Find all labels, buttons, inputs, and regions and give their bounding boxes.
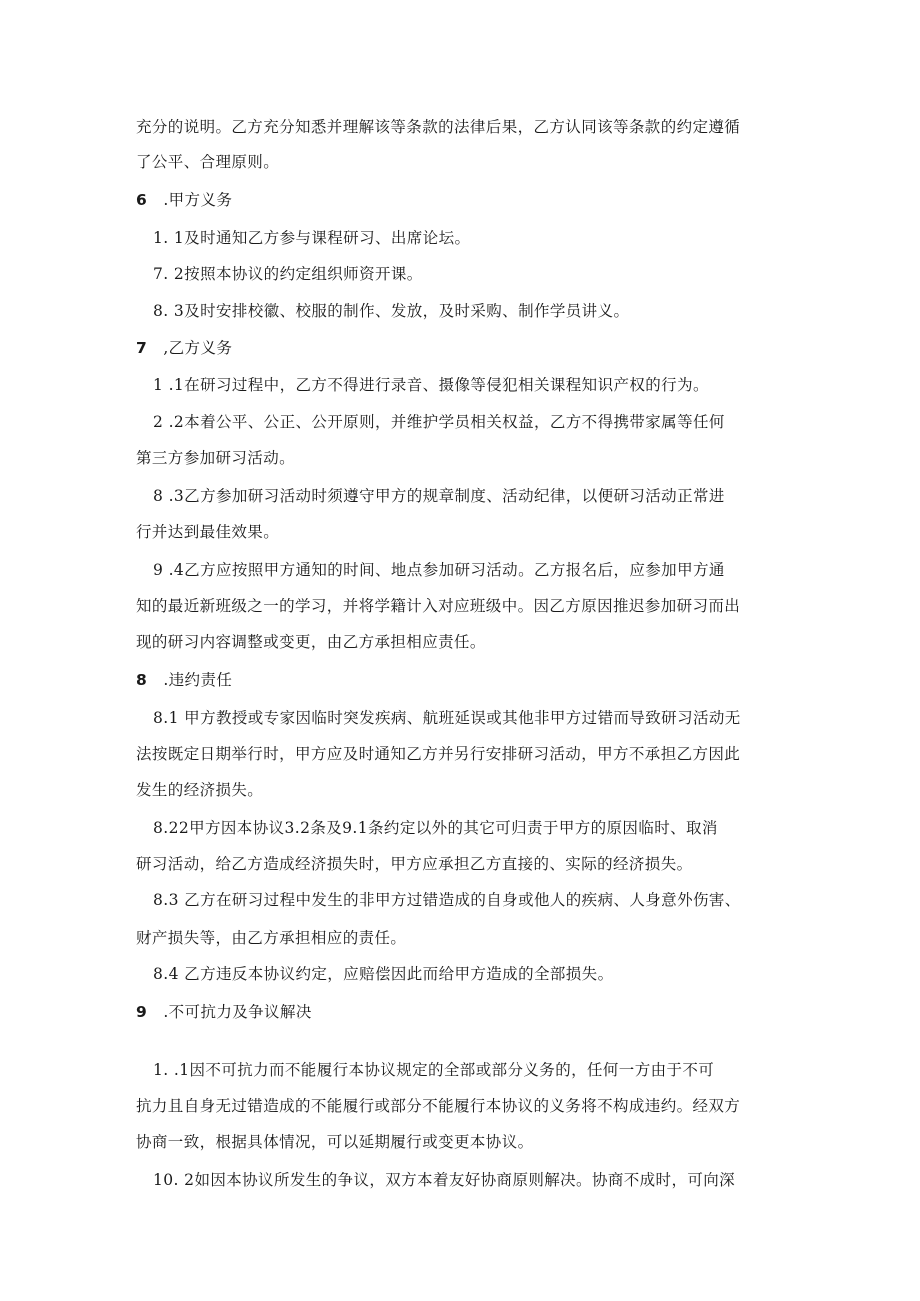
section-separator: , xyxy=(158,339,169,357)
paragraph-line: 充分的说明。乙方充分知悉并理解该等条款的法律后果，乙方认同该等条款的约定遵循 xyxy=(136,118,741,136)
section-number: 8 xyxy=(136,671,148,689)
clause-line: 9 .4乙方应按照甲方通知的时间、地点参加研习活动。乙方报名后，应参加甲方通 xyxy=(153,561,725,579)
clause-line: 8.3 乙方在研习过程中发生的非甲方过错造成的自身或他人的疾病、人身意外伤害、 xyxy=(153,891,741,909)
clause-line: 7. 2按照本协议的约定组织师资开课。 xyxy=(153,265,423,283)
section-number: 9 xyxy=(136,1003,148,1021)
section-heading xyxy=(136,190,796,210)
section-number: 7 xyxy=(136,339,148,357)
clause-line: 8.1 甲方教授或专家因临时突发疾病、航班延误或其他非甲方过错而导致研习活动无 xyxy=(153,709,741,727)
paragraph-line: 研习活动，给乙方造成经济损失时，甲方应承担乙方直接的、实际的经济损失。 xyxy=(136,855,693,873)
paragraph-line: 知的最近新班级之一的学习，并将学籍计入对应班级中。因乙方原因推迟参加研习而出 xyxy=(136,597,741,615)
clause-line: 8.22甲方因本协议3.2条及9.1条约定以外的其它可归责于甲方的原因临时、取消 xyxy=(153,819,718,837)
section-separator: . xyxy=(158,1003,169,1021)
section-separator: . xyxy=(158,191,169,209)
clause-line: 8. 3及时安排校徽、校服的制作、发放，及时采购、制作学员讲义。 xyxy=(153,302,630,320)
clause-line: 1. .1因不可抗力而不能履行本协议规定的全部或部分义务的，任何一方由于不可 xyxy=(153,1061,715,1079)
paragraph-line: 第三方参加研习活动。 xyxy=(136,449,296,467)
paragraph-line: 发生的经济损失。 xyxy=(136,781,264,799)
paragraph-line: 法按既定日期举行时，甲方应及时通知乙方并另行安排研习活动，甲方不承担乙方因此 xyxy=(136,745,741,763)
section-heading xyxy=(136,1002,796,1022)
clause-line: 8.4 乙方违反本协议约定，应赔偿因此而给甲方造成的全部损失。 xyxy=(153,965,614,983)
section-title: 不可抗力及争议解决 xyxy=(168,1003,312,1021)
clause-line: 1. 1及时通知乙方参与课程研习、出席论坛。 xyxy=(153,229,471,247)
clause-line: 10. 2如因本协议所发生的争议，双方本着友好协商原则解决。协商不成时，可向深 xyxy=(153,1171,736,1189)
section-heading xyxy=(136,670,796,690)
paragraph-line: 财产损失等，由乙方承担相应的责任。 xyxy=(136,929,407,947)
section-title: 乙方义务 xyxy=(168,339,233,357)
section-title: 甲方义务 xyxy=(168,191,233,209)
section-number: 6 xyxy=(136,191,148,209)
section-title: 违约责任 xyxy=(168,671,233,689)
clause-line: 1 .1在研习过程中，乙方不得进行录音、摄像等侵犯相关课程知识产权的行为。 xyxy=(153,376,709,394)
section-heading xyxy=(136,338,796,358)
paragraph-line: 了公平、合理原则。 xyxy=(136,153,280,171)
paragraph-line: 抗力且自身无过错造成的不能履行或部分不能履行本协议的义务将不构成违约。经双方 xyxy=(136,1097,741,1115)
section-separator: . xyxy=(158,671,169,689)
clause-line: 2 .2本着公平、公正、公开原则，并维护学员相关权益，乙方不得携带家属等任何 xyxy=(153,413,725,431)
paragraph-line: 协商一致，根据具体情况，可以延期履行或变更本协议。 xyxy=(136,1133,534,1151)
paragraph-line: 行并达到最佳效果。 xyxy=(136,523,280,541)
paragraph-line: 现的研习内容调整或变更，由乙方承担相应责任。 xyxy=(136,633,486,651)
clause-line: 8 .3乙方参加研习活动时须遵守甲方的规章制度、活动纪律，以便研习活动正常进 xyxy=(153,487,725,505)
